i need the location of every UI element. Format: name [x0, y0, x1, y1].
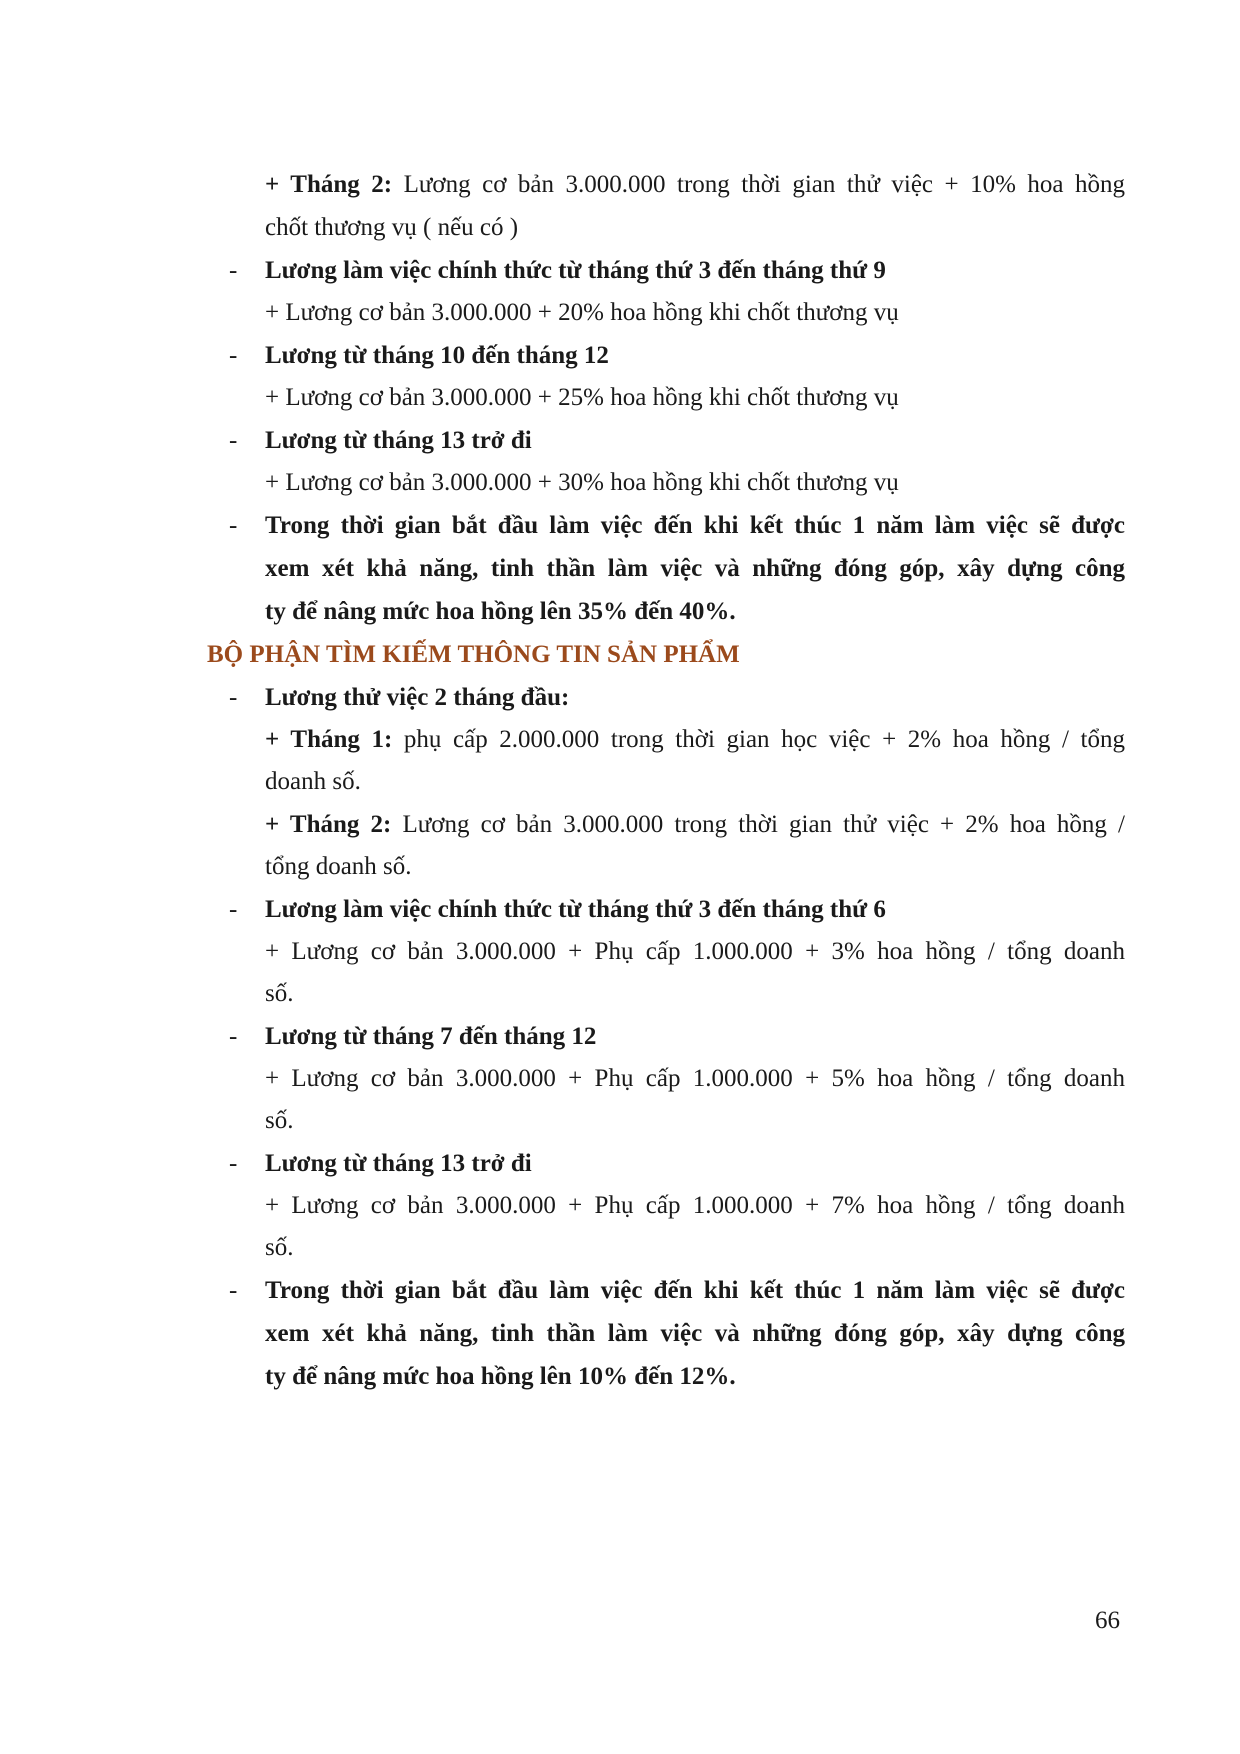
bullet-dash: - — [229, 257, 238, 284]
bullet-bold-paragraph-line-2: xem xét khả năng, tinh thần làm việc và những đóng góp, xây dựng công — [265, 555, 1125, 582]
month1-label: + Tháng 1: — [265, 726, 393, 753]
bullet-bold-paragraph-line-3: ty để nâng mức hoa hồng lên 35% đến 40%. — [265, 598, 736, 625]
bullet-title: Lương từ tháng 7 đến tháng 12 — [265, 1023, 597, 1050]
month2-text: Lương cơ bản 3.000.000 trong thời gian thử việc + 2% hoa hồng / — [391, 811, 1125, 838]
bullet-detail-line-2: số. — [265, 1234, 294, 1261]
bullet-dash: - — [229, 684, 238, 711]
month2-paragraph-line-1 — [265, 170, 1125, 200]
month1-paragraph-line-2: doanh số. — [265, 768, 361, 795]
month1-text: phụ cấp 2.000.000 trong thời gian học việc + 2% hoa hồng / tổng — [392, 726, 1125, 753]
month2-paragraph-line-1 — [265, 810, 1125, 840]
month2-paragraph-line-2: tổng doanh số. — [265, 853, 412, 880]
bullet-detail-line-1: + Lương cơ bản 3.000.000 + Phụ cấp 1.000.000 + 3% hoa hồng / tổng doanh — [265, 938, 1125, 965]
section-heading: BỘ PHẬN TÌM KIẾM THÔNG TIN SẢN PHẨM — [207, 641, 740, 668]
bullet-detail: + Lương cơ bản 3.000.000 + 20% hoa hồng khi chốt thương vụ — [265, 299, 899, 326]
bullet-detail-line-2: số. — [265, 1107, 294, 1134]
bullet-title: Lương từ tháng 13 trở đi — [265, 427, 532, 454]
bullet-bold-paragraph-line-2: xem xét khả năng, tinh thần làm việc và những đóng góp, xây dựng công — [265, 1320, 1125, 1347]
month2-label: + Tháng 2: — [265, 811, 392, 838]
bullet-dash: - — [229, 1023, 238, 1050]
month2-label: + Tháng 2: — [265, 171, 393, 198]
bullet-dash: - — [229, 512, 238, 539]
month2-paragraph-line-2: chốt thương vụ ( nếu có ) — [265, 214, 519, 241]
bullet-detail: + Lương cơ bản 3.000.000 + 30% hoa hồng khi chốt thương vụ — [265, 469, 899, 496]
bullet-detail: + Lương cơ bản 3.000.000 + 25% hoa hồng khi chốt thương vụ — [265, 384, 899, 411]
month2-text: Lương cơ bản 3.000.000 trong thời gian thử việc + 10% hoa hồng — [392, 171, 1125, 198]
bullet-title: Lương từ tháng 10 đến tháng 12 — [265, 342, 609, 369]
bullet-detail-line-1: + Lương cơ bản 3.000.000 + Phụ cấp 1.000.000 + 5% hoa hồng / tổng doanh — [265, 1065, 1125, 1092]
month1-paragraph-line-1 — [265, 725, 1125, 755]
bullet-title: Lương làm việc chính thức từ tháng thứ 3 đến tháng thứ 9 — [265, 257, 886, 284]
bullet-detail-line-2: số. — [265, 980, 294, 1007]
bullet-dash: - — [229, 1277, 238, 1304]
bullet-title: Lương từ tháng 13 trở đi — [265, 1150, 532, 1177]
bullet-bold-paragraph-line-1: Trong thời gian bắt đầu làm việc đến khi kết thúc 1 năm làm việc sẽ được — [265, 1277, 1125, 1304]
bullet-dash: - — [229, 896, 238, 923]
bullet-bold-paragraph-line-3: ty để nâng mức hoa hồng lên 10% đến 12%. — [265, 1363, 736, 1390]
bullet-bold-paragraph-line-1: Trong thời gian bắt đầu làm việc đến khi kết thúc 1 năm làm việc sẽ được — [265, 512, 1125, 539]
bullet-title: Lương làm việc chính thức từ tháng thứ 3 đến tháng thứ 6 — [265, 896, 886, 923]
bullet-dash: - — [229, 342, 238, 369]
bullet-title: Lương thử việc 2 tháng đầu: — [265, 684, 570, 711]
page-number: 66 — [1095, 1607, 1120, 1634]
bullet-detail-line-1: + Lương cơ bản 3.000.000 + Phụ cấp 1.000.000 + 7% hoa hồng / tổng doanh — [265, 1192, 1125, 1219]
bullet-dash: - — [229, 427, 238, 454]
bullet-dash: - — [229, 1150, 238, 1177]
